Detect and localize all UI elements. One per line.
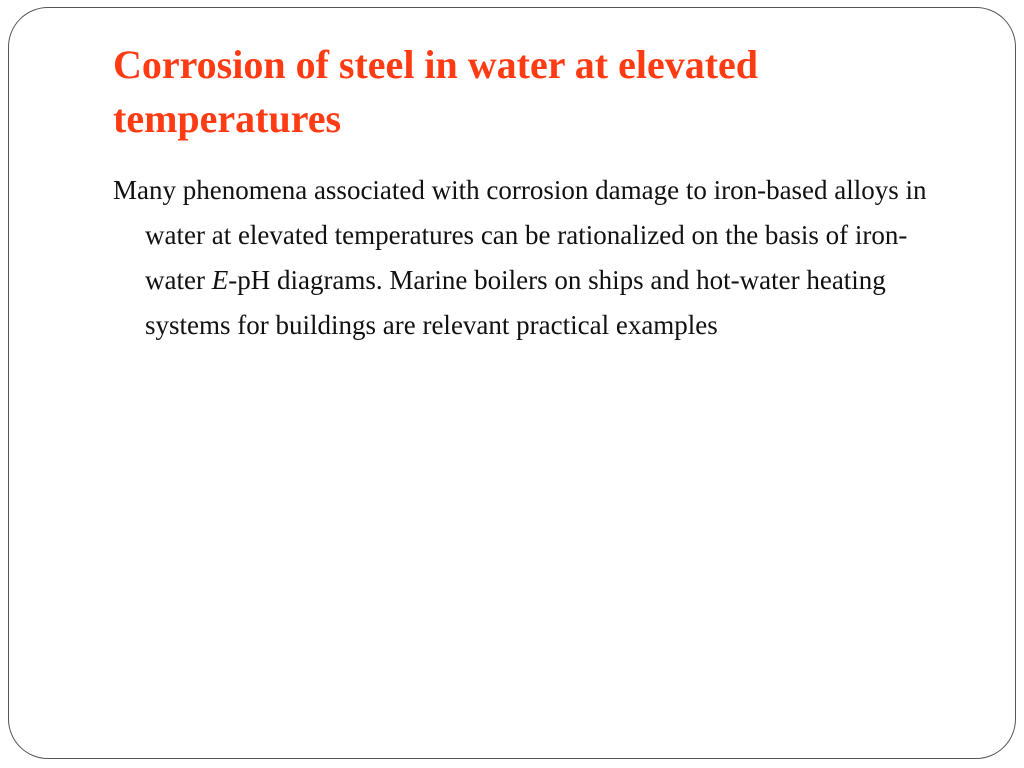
slide-title: Corrosion of steel in water at elevated temperatures (113, 42, 759, 141)
body-text-part-1: Many phenomena associated with corrosion damage to iron-based alloys in water at elevated temperatures can be rationalized on the basis of iron-water (113, 175, 927, 295)
electrode-potential-symbol: E (211, 265, 229, 295)
body-paragraph (113, 168, 965, 348)
body-text-part-2: -pH diagrams. Marine boilers on ships and hot-water heating systems for buildings are relevant practical examples (145, 265, 886, 340)
